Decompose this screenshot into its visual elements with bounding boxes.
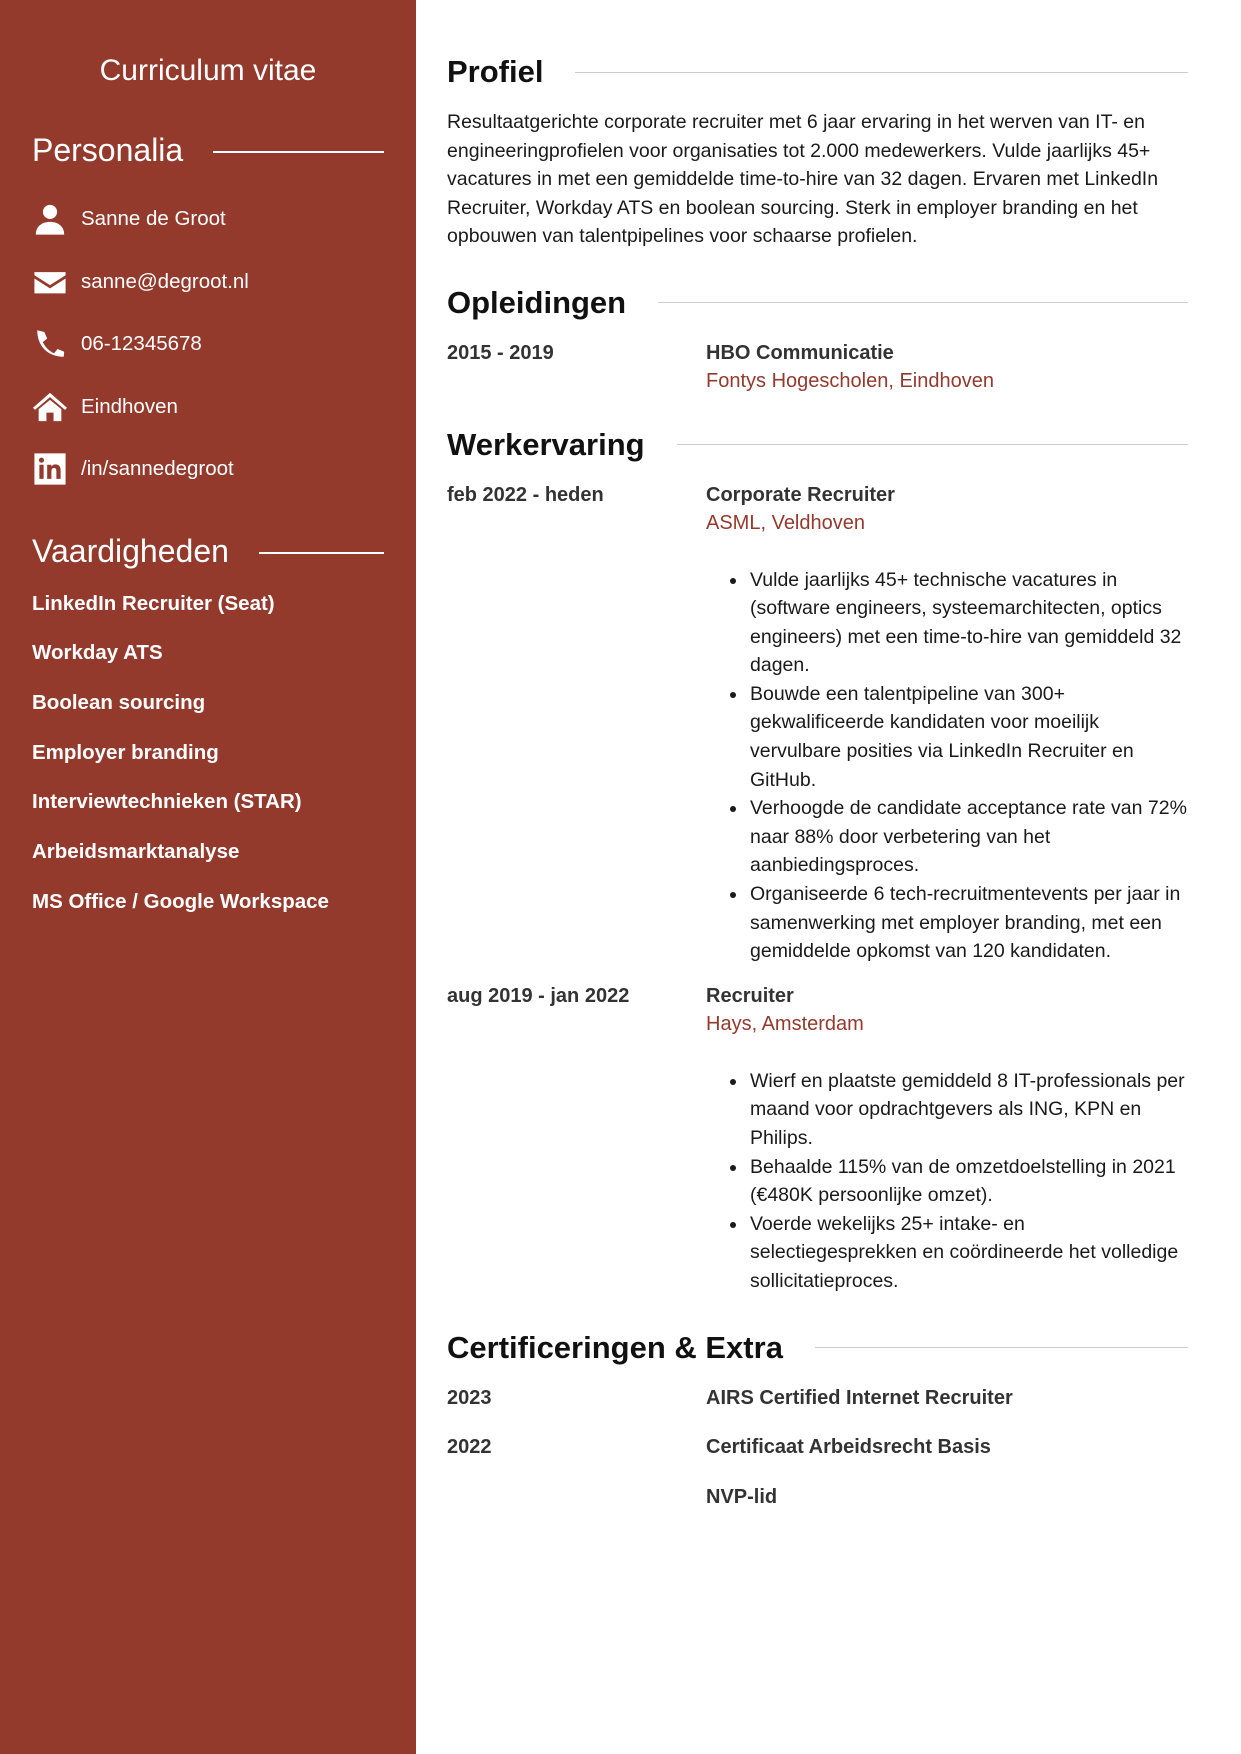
cv-title: Curriculum vitae xyxy=(99,54,317,87)
entry-bullets xyxy=(706,1067,1188,1296)
skill-item: Interviewtechnieken (STAR) xyxy=(32,790,302,814)
skills-heading xyxy=(32,532,384,572)
linkedin-icon xyxy=(32,451,68,487)
skills-list xyxy=(32,592,384,940)
heading-rule xyxy=(575,72,1188,73)
bullet-item: • Behaalde 115% van de omzetdoelstelling in 2021 (€480K persoonlijke omzet). xyxy=(748,1153,1188,1210)
cert-name: AIRS Certified Internet Recruiter xyxy=(706,1386,1013,1409)
entry-company: Hays, Amsterdam xyxy=(706,1012,864,1035)
bullet-item: • Voerde wekelijks 25+ intake- en selectiegesprekken en coördineerde het volledige sollicitatieproces. xyxy=(748,1210,1188,1296)
entry-date: feb 2022 - heden xyxy=(447,483,604,506)
contact-linkedin[interactable] xyxy=(32,438,384,501)
cert-row xyxy=(447,1433,1188,1483)
skill-item: Workday ATS xyxy=(32,641,163,665)
bullet-item: • Bouwde een talentpipeline van 300+ gekwalificeerde kandidaten voor moeilijk vervulbare posities via LinkedIn Recruiter en GitHub. xyxy=(748,680,1188,794)
contact-city-text: Eindhoven xyxy=(81,394,178,418)
personalia-heading-text: Personalia xyxy=(32,131,184,168)
cert-date: 2023 xyxy=(447,1386,492,1409)
contact-name xyxy=(32,188,384,251)
profile-heading-text: Profiel xyxy=(447,54,544,89)
entry-role: Recruiter xyxy=(706,984,794,1007)
user-icon xyxy=(32,201,68,237)
experience-heading-text: Werkervaring xyxy=(447,426,645,462)
bullet-item: • Organiseerde 6 tech-recruitmentevents per jaar in samenwerking met employer branding, met een gemiddelde opkomst van 120 kandidaten. xyxy=(748,880,1188,966)
contact-linkedin-text[interactable]: /in/sannedegroot xyxy=(81,457,234,481)
bullet-item: • Vulde jaarlijks 45+ technische vacatures in (software engineers, systeemarchitecten, optics engineers) met een time-to-hire van gemiddeld 32 dagen. xyxy=(748,566,1188,680)
cert-date xyxy=(447,1483,706,1533)
entry-body xyxy=(706,982,1188,1296)
home-icon xyxy=(32,389,68,425)
certifications-list xyxy=(447,1384,1188,1533)
bullet-item: • Wierf en plaatste gemiddeld 8 IT-professionals per maand voor opdrachtgevers als ING, KPN en Philips. xyxy=(748,1067,1188,1153)
entry-school: Fontys Hogescholen, Eindhoven xyxy=(706,369,994,392)
experience-heading xyxy=(447,425,1188,465)
heading-rule xyxy=(677,444,1188,445)
envelope-icon xyxy=(32,264,68,300)
entry-date: 2015 - 2019 xyxy=(447,341,554,364)
education-heading-text: Opleidingen xyxy=(447,284,627,320)
heading-rule xyxy=(658,302,1188,303)
skill-item: Arbeidsmarktanalyse xyxy=(32,839,240,863)
experience-entry xyxy=(447,982,1188,1296)
heading-rule xyxy=(259,552,384,554)
entry-body xyxy=(706,339,1188,395)
cert-row xyxy=(447,1483,1188,1533)
sidebar xyxy=(0,0,416,1754)
experience-entry xyxy=(447,481,1188,966)
cert-row xyxy=(447,1384,1188,1434)
skill-item: Employer branding xyxy=(32,740,219,764)
main-content xyxy=(447,0,1188,1533)
entry-company: ASML, Veldhoven xyxy=(706,511,865,534)
education-heading xyxy=(447,283,1188,323)
entry-bullets xyxy=(706,566,1188,966)
skill-item: Boolean sourcing xyxy=(32,690,206,714)
contact-name-text: Sanne de Groot xyxy=(81,207,226,231)
experience-section xyxy=(447,425,1188,1296)
education-section xyxy=(447,283,1188,395)
heading-rule xyxy=(815,1347,1188,1348)
cert-name: Certificaat Arbeidsrecht Basis xyxy=(706,1436,991,1459)
skill-item: MS Office / Google Workspace xyxy=(32,889,329,913)
entry-date: aug 2019 - jan 2022 xyxy=(447,984,630,1007)
certifications-heading-text: Certificeringen & Extra xyxy=(447,1329,783,1365)
cert-date: 2022 xyxy=(447,1436,492,1459)
personalia-heading xyxy=(32,130,384,170)
contact-email-text[interactable]: sanne@degroot.nl xyxy=(81,269,249,293)
phone-icon xyxy=(32,326,68,362)
education-entry xyxy=(447,339,1188,395)
contact-email[interactable] xyxy=(32,251,384,314)
heading-rule xyxy=(213,151,384,153)
profile-heading xyxy=(447,52,1188,92)
entry-degree: HBO Communicatie xyxy=(706,341,894,364)
contact-phone[interactable] xyxy=(32,313,384,376)
contact-list xyxy=(32,188,384,501)
contact-city xyxy=(32,376,384,439)
entry-role: Corporate Recruiter xyxy=(706,483,895,506)
profile-text: Resultaatgerichte corporate recruiter met 6 jaar ervaring in het werven van IT- en engineeringprofielen voor organisaties tot 2.000 medewerkers. Vulde jaarlijks 45+ vacatures in met een gemiddelde time-to-hire van 32 dagen. Ervaren met LinkedIn Recruiter, Workday ATS en boolean sourcing. Sterk in employer branding en het opbouwen van talentpipelines voor schaarse profielen. xyxy=(447,111,1159,247)
cert-name: NVP-lid xyxy=(706,1485,778,1508)
certifications-heading xyxy=(447,1328,1188,1368)
profile-section xyxy=(447,52,1188,251)
certifications-section xyxy=(447,1328,1188,1533)
bullet-item: • Verhoogde de candidate acceptance rate van 72% naar 88% door verbetering van het aanbiedingsproces. xyxy=(748,794,1188,880)
skills-heading-text: Vaardigheden xyxy=(32,533,229,569)
skill-item: LinkedIn Recruiter (Seat) xyxy=(32,591,275,615)
entry-body xyxy=(706,481,1188,966)
contact-phone-text[interactable]: 06-12345678 xyxy=(81,332,202,356)
